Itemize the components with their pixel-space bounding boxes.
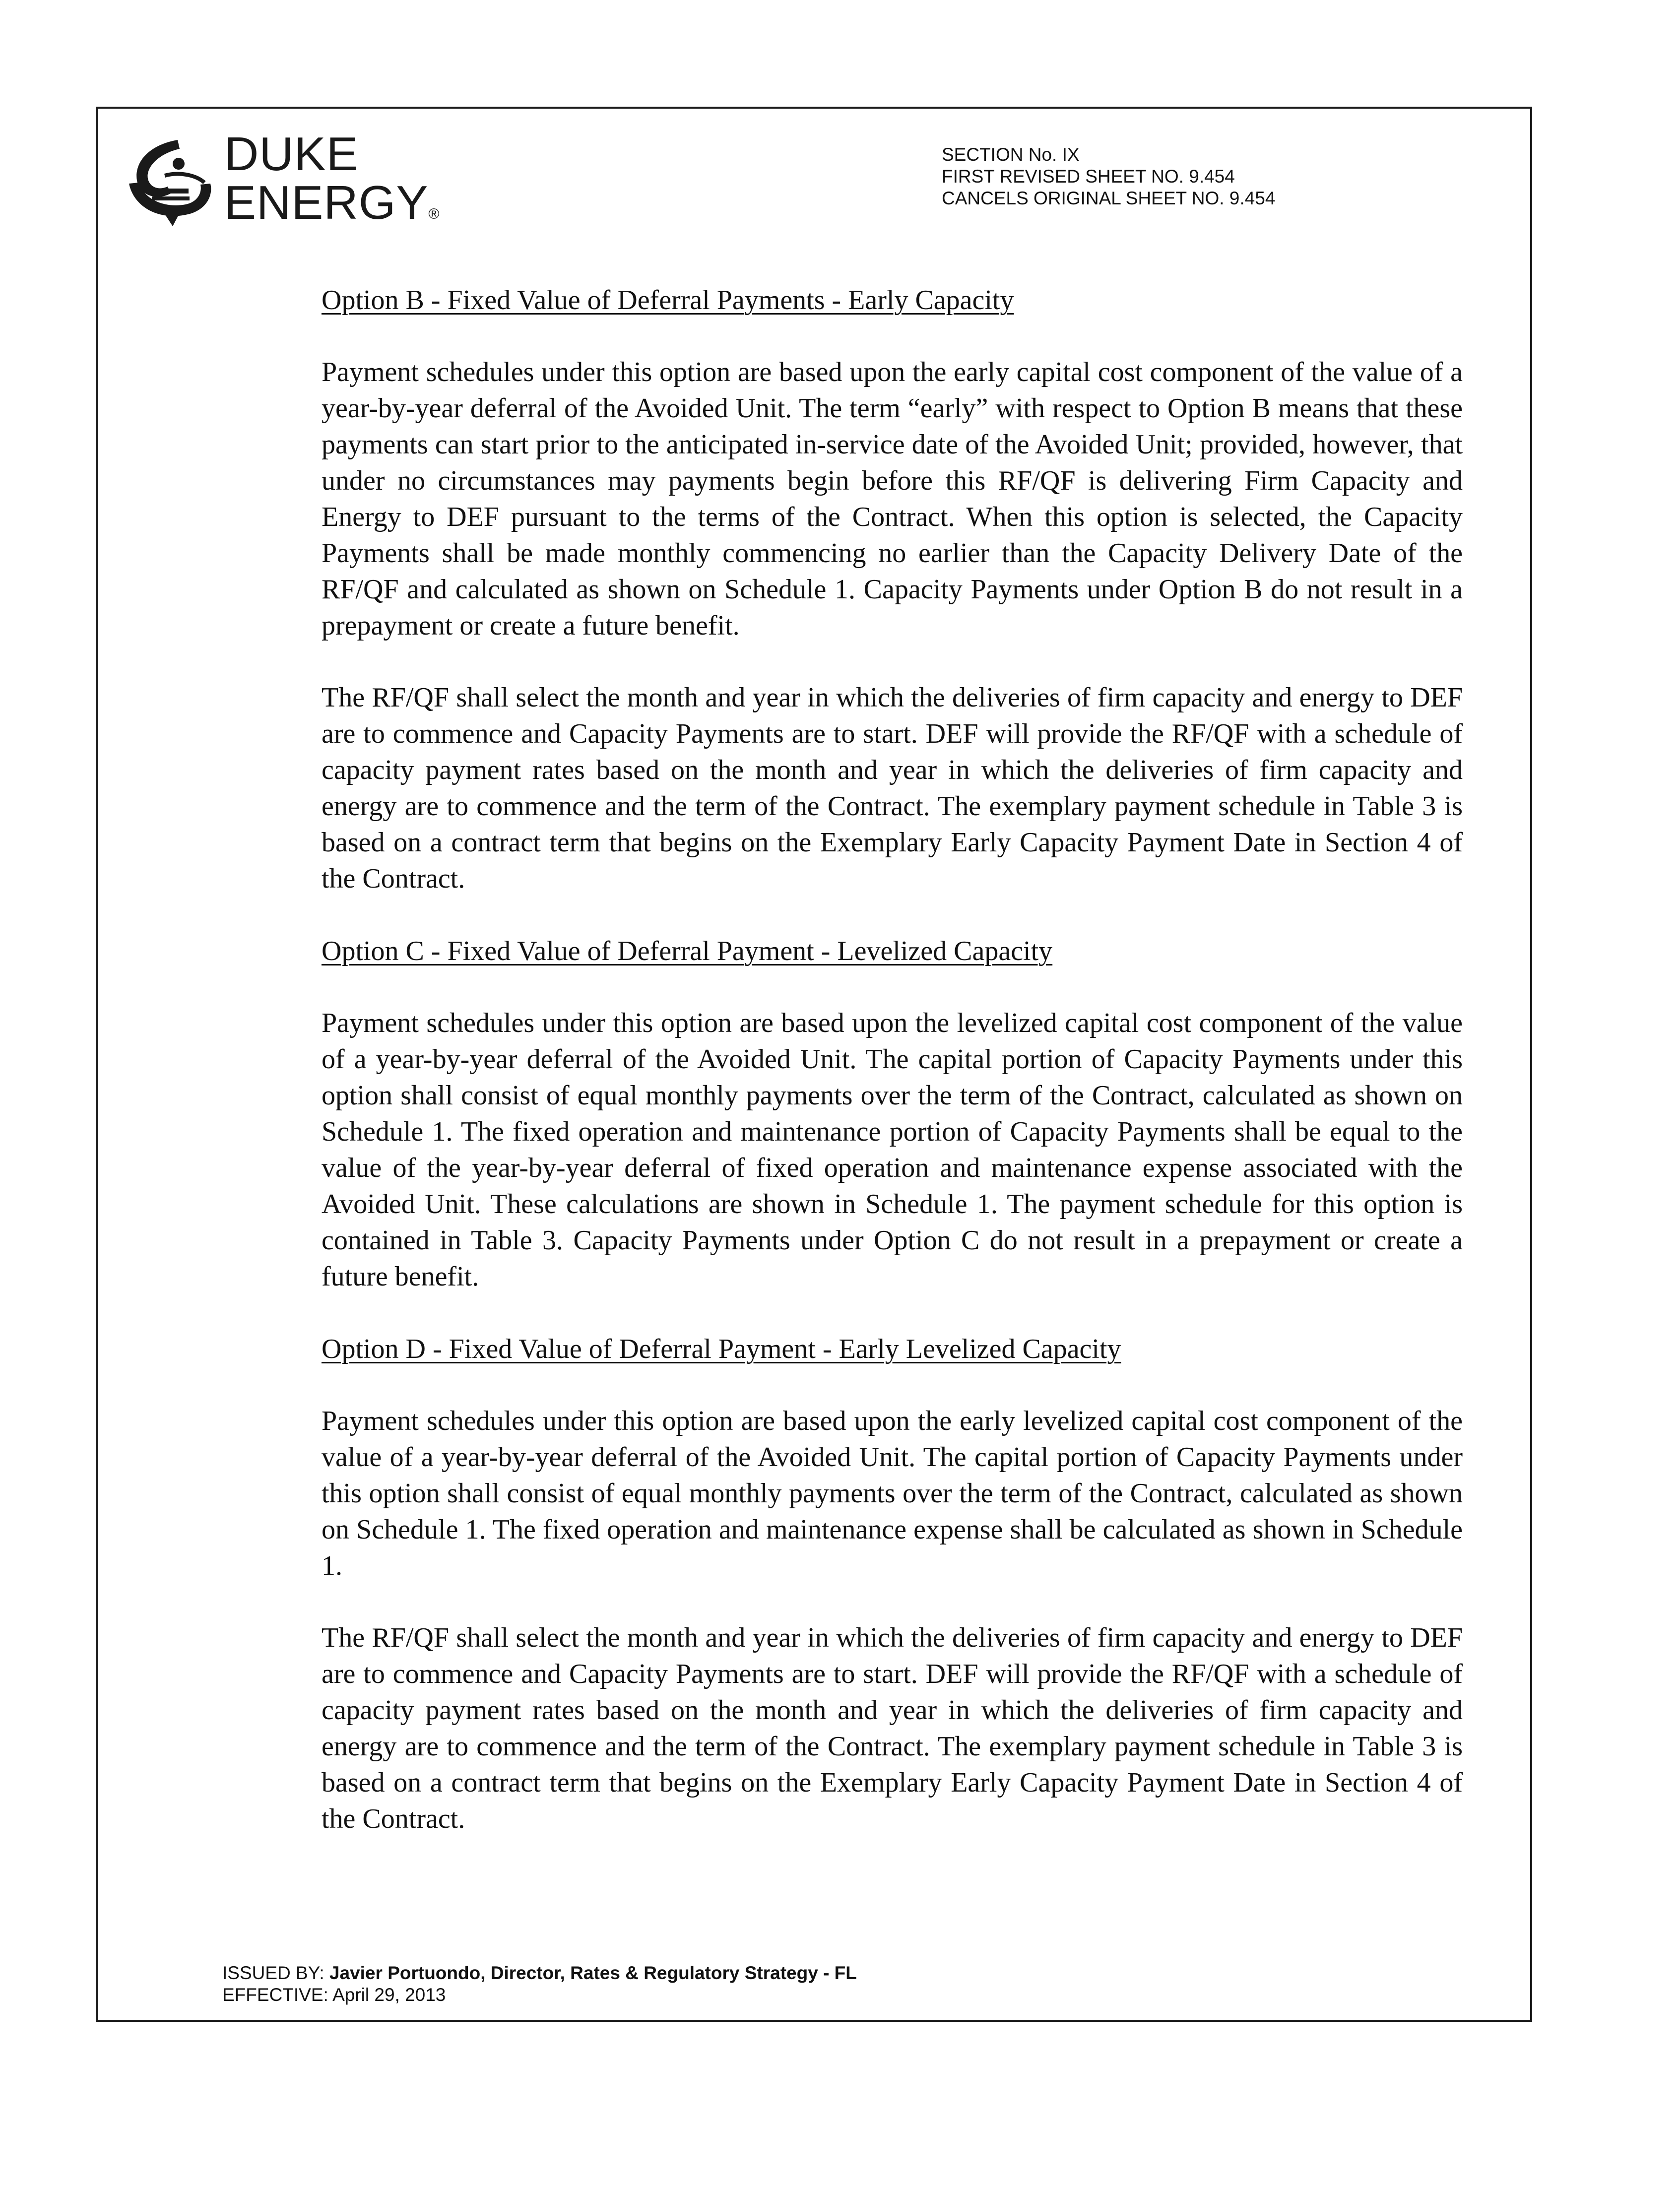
- logo-line-energy: ENERGY®: [224, 176, 440, 229]
- paragraph: Payment schedules under this option are based upon the early levelized capital cost component of the value of a year-by-year deferral of the Avoided Unit. The capital portion of Capacity Payments under this option shall consist of equal monthly payments over the term of the Contract, calculated as shown on Schedule 1. The fixed operation and maintenance expense shall be calculated as shown in Schedule 1.: [322, 1406, 1463, 1581]
- sheet-header: [942, 144, 1275, 209]
- effective-line: [222, 1984, 857, 2006]
- duke-energy-logo: [119, 130, 546, 229]
- issued-by-label: ISSUED BY:: [222, 1963, 324, 1983]
- paragraph: The RF/QF shall select the month and year in which the deliveries of firm capacity and energy to DEF are to commence and Capacity Payments are to start. DEF will provide the RF/QF with a schedule of capacity payment rates based on the month and year in which the deliveries of firm capacity and energy are to commence and the term of the Contract. The exemplary payment schedule in Table 3 is based on a contract term that begins on the Exemplary Early Capacity Payment Date in Section 4 of the Contract.: [322, 682, 1463, 894]
- section-number: SECTION No. IX: [942, 144, 1080, 165]
- document-footer: [222, 1962, 857, 2006]
- issued-by-line: [222, 1962, 857, 1984]
- paragraph: The RF/QF shall select the month and year in which the deliveries of firm capacity and energy to DEF are to commence and Capacity Payments are to start. DEF will provide the RF/QF with a schedule of capacity payment rates based on the month and year in which the deliveries of firm capacity and energy are to commence and the term of the Contract. The exemplary payment schedule in Table 3 is based on a contract term that begins on the Exemplary Early Capacity Payment Date in Section 4 of the Contract.: [322, 1622, 1463, 1834]
- document-body: [322, 282, 1463, 1873]
- effective-date: April 29, 2013: [332, 1985, 446, 2005]
- logo-line-duke: DUKE: [224, 128, 359, 181]
- section-heading-option-d: Option D - Fixed Value of Deferral Payment - Early Levelized Capacity: [322, 1334, 1121, 1364]
- cancels-sheet-number: CANCELS ORIGINAL SHEET NO. 9.454: [942, 188, 1276, 208]
- effective-label: EFFECTIVE:: [222, 1985, 328, 2005]
- paragraph: Payment schedules under this option are based upon the early capital cost component of the value of a year-by-year deferral of the Avoided Unit. The term “early” with respect to Option B means that these payments can start prior to the anticipated in-service date of the Avoided Unit; provided, however, that under no circumstances may payments begin before this RF/QF is delivering Firm Capacity and Energy to DEF pursuant to the terms of the Contract. When this option is selected, the Capacity Payments shall be made monthly commencing no earlier than the Capacity Delivery Date of the RF/QF and calculated as shown on Schedule 1. Capacity Payments under Option B do not result in a prepayment or create a future benefit.: [322, 357, 1463, 641]
- duke-energy-emblem-icon: [119, 135, 218, 229]
- paragraph: Payment schedules under this option are based upon the levelized capital cost component of the value of a year-by-year deferral of the Avoided Unit. The capital portion of Capacity Payments under this option shall consist of equal monthly payments over the term of the Contract, calculated as shown on Schedule 1. The fixed operation and maintenance portion of Capacity Payments shall be equal to the value of the year-by-year deferral of fixed operation and maintenance expense associated with the Avoided Unit. These calculations are shown in Schedule 1. The payment schedule for this option is contained in Table 3. Capacity Payments under Option C do not result in a prepayment or create a future benefit.: [322, 1008, 1463, 1292]
- section-heading-option-c: Option C - Fixed Value of Deferral Payment - Levelized Capacity: [322, 936, 1053, 966]
- logo-wordmark: [224, 130, 440, 239]
- registered-mark: ®: [428, 206, 440, 222]
- section-heading-option-b: Option B - Fixed Value of Deferral Payments - Early Capacity: [322, 285, 1014, 316]
- revised-sheet-number: FIRST REVISED SHEET NO. 9.454: [942, 166, 1235, 187]
- issued-by-value: Javier Portuondo, Director, Rates & Regulatory Strategy - FL: [329, 1963, 857, 1983]
